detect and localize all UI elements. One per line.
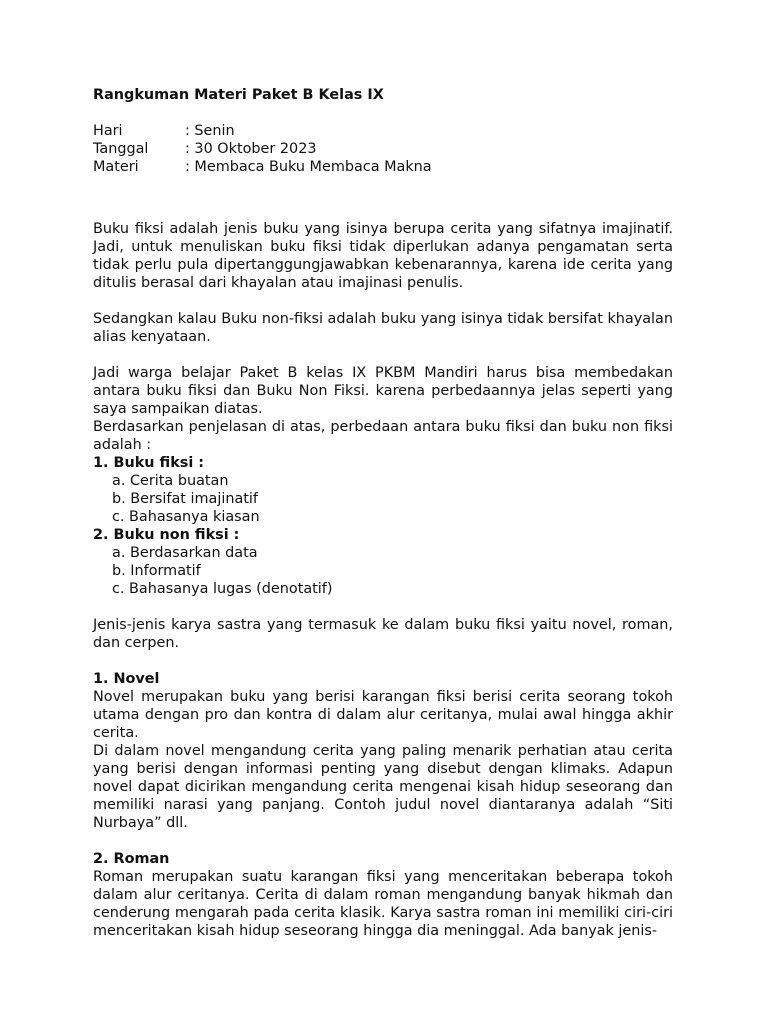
meta-row-hari xyxy=(93,122,673,140)
novel-heading: 1. Novel xyxy=(93,671,160,687)
list-item: b. Informatif xyxy=(112,563,201,579)
list-item: a. Cerita buatan xyxy=(112,473,229,489)
novel-paragraph-1: Novel merupakan buku yang berisi karangan fiksi berisi cerita seorang tokoh utama dengan pro dan kontra di dalam alur ceritanya, mulai awal hingga akhir cerita. xyxy=(93,689,673,741)
nonfiksi-heading: 2. Buku non fiksi : xyxy=(93,527,240,543)
list-item: a. Berdasarkan data xyxy=(112,545,258,561)
document-title: Rangkuman Materi Paket B Kelas IX xyxy=(93,87,384,103)
list-item: c. Bahasanya lugas (denotatif) xyxy=(112,581,333,597)
list-item: b. Bersifat imajinatif xyxy=(112,491,259,507)
list-item: c. Bahasanya kiasan xyxy=(112,509,260,525)
meta-value: : Membaca Buku Membaca Makna xyxy=(185,159,432,175)
paragraph-nonfiksi-definition: Sedangkan kalau Buku non-fiksi adalah buku yang isinya tidak bersifat khayalan alias kenyataan. xyxy=(93,311,673,345)
document-content xyxy=(93,86,673,940)
paragraph-fiksi-definition: Buku fiksi adalah jenis buku yang isinya berupa cerita yang sifatnya imajinatif. Jadi, untuk menuliskan buku fiksi tidak diperlukan adanya pengamatan serta tidak perlu pula dipertanggungjawabkan kebenarannya, karena ide cerita yang ditulis berasal dari khayalan atau imajinasi penulis. xyxy=(93,221,673,291)
paragraph-difference-intro: Berdasarkan penjelasan di atas, perbedaan antara buku fiksi dan buku non fiksi adalah : xyxy=(93,419,673,453)
roman-paragraph-1: Roman merupakan suatu karangan fiksi yang menceritakan beberapa tokoh dalam alur ceritanya. Cerita di dalam roman mengandung banyak hikmah dan cenderung mengarah pada cerita klasik. Karya sastra roman ini memiliki ciri-ciri menceritakan kisah hidup seseorang hingga dia meninggal. Ada banyak jenis- xyxy=(93,869,673,939)
meta-value: : Senin xyxy=(185,123,235,139)
roman-heading: 2. Roman xyxy=(93,851,170,867)
meta-value: : 30 Oktober 2023 xyxy=(185,141,317,157)
novel-paragraph-2: Di dalam novel mengandung cerita yang paling menarik perhatian atau cerita yang berisi dengan informasi penting yang disebut dengan klimaks. Adapun novel dapat dicirikan mengandung cerita mengenai kisah hidup seseorang dan memiliki narasi yang panjang. Contoh judul novel diantaranya adalah “Siti Nurbaya” dll. xyxy=(93,743,673,831)
paragraph-jenis-karya: Jenis-jenis karya sastra yang termasuk ke dalam buku fiksi yaitu novel, roman, dan cerpen. xyxy=(93,617,673,651)
meta-label: Hari xyxy=(93,123,123,139)
meta-label: Tanggal xyxy=(93,141,149,157)
meta-label: Materi xyxy=(93,159,139,175)
paragraph-conclusion: Jadi warga belajar Paket B kelas IX PKBM Mandiri harus bisa membedakan antara buku fiksi dan Buku Non Fiksi. karena perbedaannya jelas seperti yang saya sampaikan diatas. xyxy=(93,365,673,417)
fiksi-heading: 1. Buku fiksi : xyxy=(93,455,205,471)
meta-row-materi xyxy=(93,158,673,176)
meta-row-tanggal xyxy=(93,140,673,158)
